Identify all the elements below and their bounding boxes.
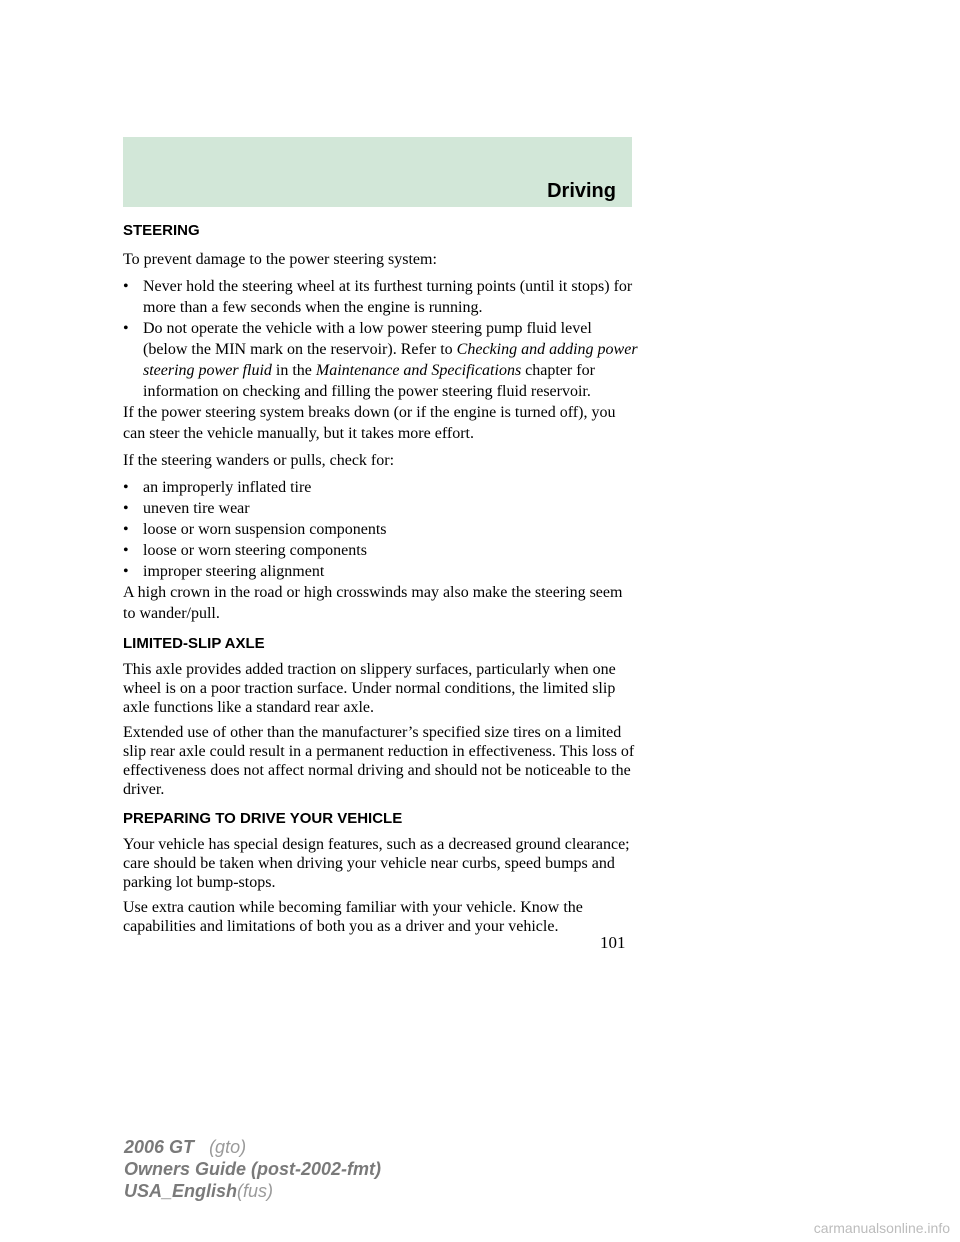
prep-paragraph-1: Your vehicle has special design features, such as a decreased ground clearance; care should be taken when driving your vehicle near curbs, speed bumps and parking lot bump-stops. bbox=[123, 836, 630, 891]
bullet-icon: • bbox=[123, 320, 129, 337]
section-header-band bbox=[123, 137, 632, 207]
steering-heading: STEERING bbox=[123, 222, 200, 239]
bullet-icon: • bbox=[123, 500, 129, 517]
document-footer bbox=[124, 1136, 381, 1202]
axle-paragraph-1: This axle provides added traction on slippery surfaces, particularly when one wheel is on a poor traction surface. Under normal conditions, the limited slip axle functions like a standard rear axle. bbox=[123, 661, 616, 716]
list-item bbox=[123, 498, 638, 519]
prep-heading: PREPARING TO DRIVE YOUR VEHICLE bbox=[123, 810, 403, 827]
bullet-icon: • bbox=[123, 563, 129, 580]
list-item bbox=[123, 561, 638, 582]
steering-bullet-list bbox=[123, 276, 638, 402]
list-item bbox=[123, 276, 638, 318]
steering-check-list bbox=[123, 477, 638, 582]
list-item-text: loose or worn suspension components bbox=[143, 521, 387, 538]
axle-heading: LIMITED-SLIP AXLE bbox=[123, 635, 265, 652]
reference-title: Checking and adding power steering power fluid bbox=[143, 341, 638, 379]
list-item bbox=[123, 477, 638, 498]
list-item bbox=[123, 318, 638, 402]
list-item-text bbox=[143, 318, 638, 402]
page-number: 101 bbox=[600, 933, 626, 952]
list-item-text: an improperly inflated tire bbox=[143, 479, 312, 496]
footer-guide-type: Owners Guide (post-2002-fmt) bbox=[124, 1159, 382, 1179]
footer-line-3 bbox=[124, 1180, 381, 1202]
prep-paragraph-2: Use extra caution while becoming familiar with your vehicle. Know the capabilities and limitations of both you as a driver and your vehicle. bbox=[123, 899, 583, 935]
list-item-text: loose or worn steering components bbox=[143, 542, 367, 559]
paragraph-breakdown: If the power steering system breaks down (or if the engine is turned off), you can steer the vehicle manually, but it takes more effort. bbox=[123, 404, 616, 442]
text-run: Do not operate the vehicle with a low power steering pump fluid level (below the MIN mark on the reservoir). Refer to bbox=[143, 320, 592, 358]
list-item-text: improper steering alignment bbox=[143, 563, 325, 580]
footer-model: 2006 GT bbox=[124, 1137, 195, 1157]
footer-line-2 bbox=[124, 1158, 381, 1180]
list-item bbox=[123, 519, 638, 540]
bullet-icon: • bbox=[123, 542, 129, 559]
bullet-icon: • bbox=[123, 521, 129, 538]
list-item-text: uneven tire wear bbox=[143, 500, 250, 517]
bullet-icon: • bbox=[123, 278, 129, 295]
footer-language-code: (fus) bbox=[237, 1181, 274, 1201]
site-watermark: carmanualsonline.info bbox=[813, 1220, 950, 1236]
paragraph-crown: A high crown in the road or high crosswinds may also make the steering seem to wander/pull. bbox=[123, 584, 623, 622]
footer-line-1 bbox=[124, 1136, 381, 1158]
bullet-icon: • bbox=[123, 479, 129, 496]
paragraph-wander: If the steering wanders or pulls, check for: bbox=[123, 452, 395, 469]
page-body bbox=[123, 221, 638, 936]
footer-model-code: (gto) bbox=[209, 1137, 247, 1157]
steering-intro: To prevent damage to the power steering system: bbox=[123, 251, 437, 268]
list-item-text: Never hold the steering wheel at its furthest turning points (until it stops) for more than a few seconds when the engine is running. bbox=[143, 278, 633, 316]
text-run: in the bbox=[271, 362, 316, 379]
reference-chapter: Maintenance and Specifications bbox=[315, 362, 522, 379]
section-title: Driving bbox=[547, 180, 616, 202]
list-item bbox=[123, 540, 638, 561]
footer-language: USA_English bbox=[124, 1181, 238, 1201]
text-run: chapter for information on checking and filling the power steering fluid reservoir. bbox=[143, 362, 595, 400]
axle-paragraph-2: Extended use of other than the manufacturer’s specified size tires on a limited slip rear axle could result in a permanent reduction in effectiveness. This loss of effectiveness does not affect normal driving and should not be noticeable to the driver. bbox=[123, 724, 635, 798]
